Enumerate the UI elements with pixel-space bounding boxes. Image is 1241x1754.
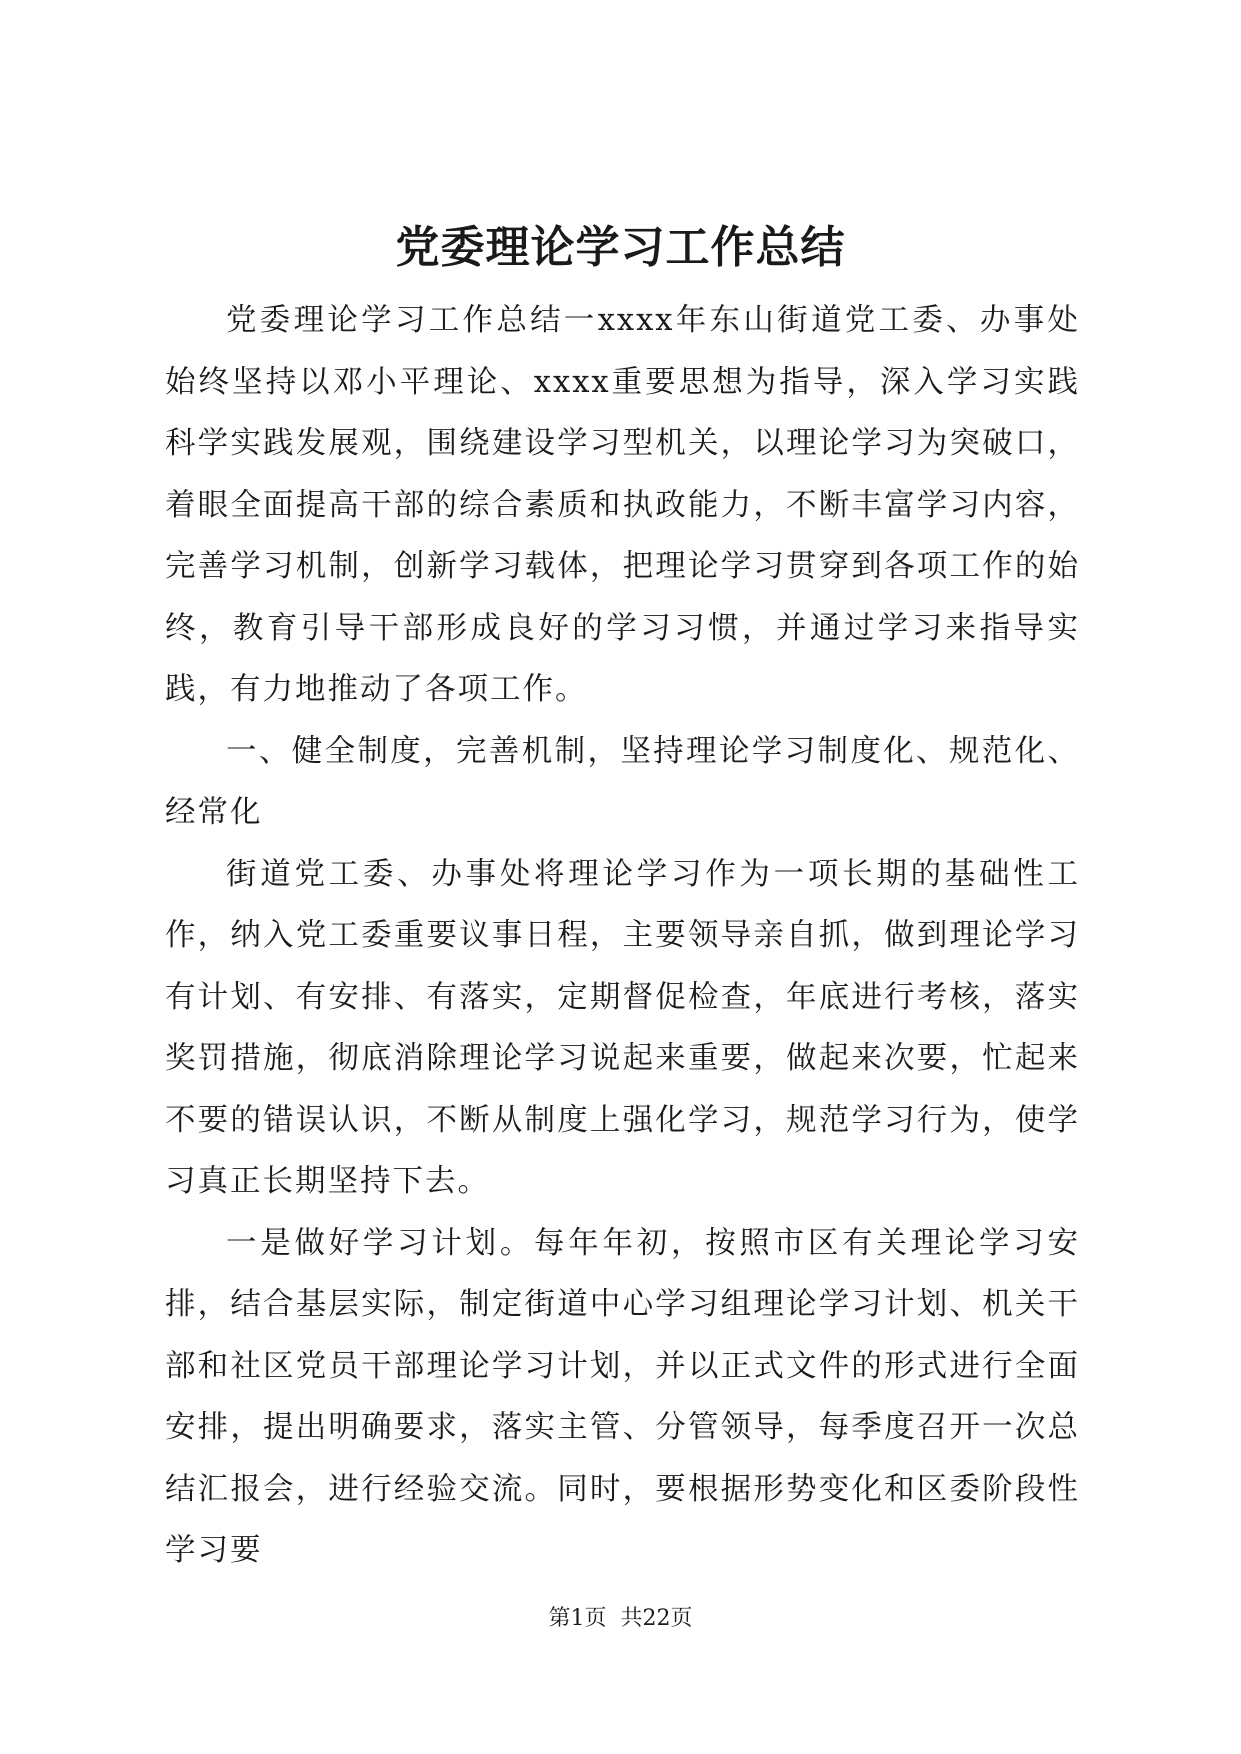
- document-title: 党委理论学习工作总结: [395, 222, 846, 273]
- paragraph-study-plan: 一是做好学习计划。每年年初，按照市区有关理论学习安排，结合基层实际，制定街道中心学习组理论学习计划、机关干部和社区党员干部理论学习计划，并以正式文件的形式进行全面安排，提出明确要求，落实主管、分管领导，每季度召开一次总结汇报会，进行经验交流。同时，要根据形势变化和区委阶段性学习要: [165, 1225, 1080, 1568]
- page-label-suffix: 页: [670, 1606, 693, 1631]
- page-label-mid: 页 共: [584, 1606, 643, 1631]
- paragraph-intro: 党委理论学习工作总结一xxxx年东山街道党工委、办事处始终坚持以邓小平理论、xxxx重要思想为指导，深入学习实践科学实践发展观，围绕建设学习型机关，以理论学习为突破口，着眼全面提高干部的综合素质和执政能力，不断丰富学习内容，完善学习机制，创新学习载体，把理论学习贯穿到各项工作的始终，教育引导干部形成良好的学习习惯，并通过学习来指导实践，有力地推动了各项工作。: [165, 303, 1080, 707]
- total-page-count: 22: [642, 1606, 671, 1631]
- paragraph-section-1: 街道党工委、办事处将理论学习作为一项长期的基础性工作，纳入党工委重要议事日程，主要领导亲自抓，做到理论学习有计划、有安排、有落实，定期督促检查，年底进行考核，落实奖罚措施，彻底消除理论学习说起来重要，做起来次要，忙起来不要的错误认识，不断从制度上强化学习，规范学习行为，使学习真正长期坚持下去。: [165, 856, 1080, 1199]
- page-footer: [0, 1604, 1241, 1634]
- section-heading-1: 一、健全制度，完善机制，坚持理论学习制度化、规范化、经常化: [165, 733, 1080, 830]
- document-body: [165, 290, 1080, 1582]
- current-page-number: 1: [570, 1606, 585, 1631]
- page-label-prefix: 第: [548, 1606, 571, 1631]
